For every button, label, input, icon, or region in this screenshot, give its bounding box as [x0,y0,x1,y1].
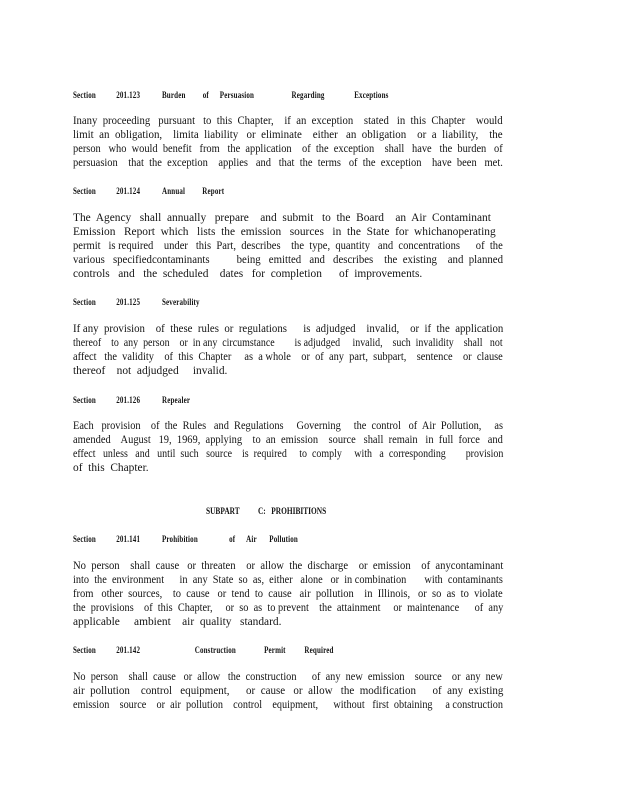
heading-word: Pollution [269,534,298,544]
section-body-201-123 [73,115,503,171]
section-body-201-142 [73,671,503,713]
body-line: person who would benefit from the application of the exception shall have the burden of [73,142,503,155]
body-line: If any provision of these rules or regulations is adjudged invalid, or if the application [73,323,504,335]
section-heading-201-142 [73,645,334,655]
section-body-201-141 [73,560,503,630]
body-line: emission source or air pollution control equipment, without first obtaining a construction [73,698,503,711]
heading-word: Burden [161,90,186,100]
subpart-heading: SUBPART C: PROHIBITIONS [206,506,327,516]
heading-word: 201.141 [116,534,141,544]
body-line: Each provision of the Rules and Regulations Governing the control of Air Pollution, as [73,420,503,432]
section-heading-201-125 [73,297,200,307]
body-line: Emission Report which lists the emission sources in the State for whichanoperating [73,225,496,238]
heading-word: 201.124 [116,186,141,196]
body-line: No person shall cause or threaten or allow the discharge or emission of anycontaminant [73,560,504,572]
heading-word: 201.142 [116,645,141,655]
heading-word: 201.123 [116,90,141,100]
section-heading-201-126 [73,395,190,405]
body-line: various specifiedcontaminants being emitted and describes the existing and planned [73,253,503,266]
body-line: thereof to any person or in any circumstance is adjudged invalid, such invalidity shall not [73,336,503,349]
heading-word: Prohibition [161,534,198,544]
heading-word: Required [304,645,334,655]
heading-word: of [202,90,209,100]
section-heading-201-123 [73,90,389,100]
body-line: amended August 19, 1969, applying to an emission source shall remain in full force and [73,433,503,446]
section-body-201-125 [73,323,503,379]
heading-word: Annual [161,186,186,196]
body-line: of this Chapter. [73,461,149,474]
body-line: air pollution control equipment, or cause or allow the modification of any existing [73,684,504,697]
heading-word: Section [73,395,96,405]
section-body-201-124 [73,212,503,282]
body-line: the provisions of this Chapter, or so as to prevent the attainment or maintenance of any [73,601,504,614]
heading-word: Report [202,186,225,196]
heading-word: Section [73,645,96,655]
heading-word: Severability [161,297,200,307]
body-line: affect the validity of this Chapter as a whole or of any part, subpart, sentence or clause [73,350,503,363]
heading-word: Section [73,297,96,307]
heading-word: Section [73,90,96,100]
section-body-201-126 [73,420,503,476]
heading-word: of [229,534,236,544]
body-line: effect unless and until such source is required to comply with a corresponding provision [73,447,504,460]
heading-word: Section [73,534,96,544]
section-heading-201-141 [73,534,298,544]
body-line: No person shall cause or allow the construction of any new emission source or any new [73,671,503,683]
body-line: persuasion that the exception applies and that the terms of the exception have been met. [73,156,503,169]
body-line: permit is required under this Part, describes the type, quantity and concentrations of the [73,239,503,252]
heading-word: Permit [264,645,286,655]
body-line: into the environment in any State so as, either alone or in combination with contaminants [73,573,503,586]
body-line: Inany proceeding pursuant to this Chapter, if an exception stated in this Chapter would [73,115,503,127]
heading-word: Repealer [161,395,191,405]
heading-word: Section [73,186,96,196]
body-line: limit an obligation, limita liability or eliminate either an obligation or a liability, the [73,128,503,141]
body-line: The Agency shall annually prepare and submit to the Board an Air Contaminant [73,212,491,224]
section-heading-201-124 [73,186,224,196]
body-line: thereof not adjudged invalid. [73,364,228,377]
body-line: from other sources, to cause or tend to cause air pollution in Illinois, or so as to violate [73,587,503,600]
heading-word: Construction [194,645,236,655]
body-line: controls and the scheduled dates for completion of improvements. [73,267,423,280]
heading-word: Regarding [291,90,325,100]
heading-word: 201.126 [116,395,141,405]
heading-word: Persuasion [219,90,255,100]
heading-word: Exceptions [354,90,389,100]
heading-word: 201.125 [116,297,141,307]
body-line: applicable ambient air quality standard. [73,615,282,628]
heading-word: Air [246,534,257,544]
